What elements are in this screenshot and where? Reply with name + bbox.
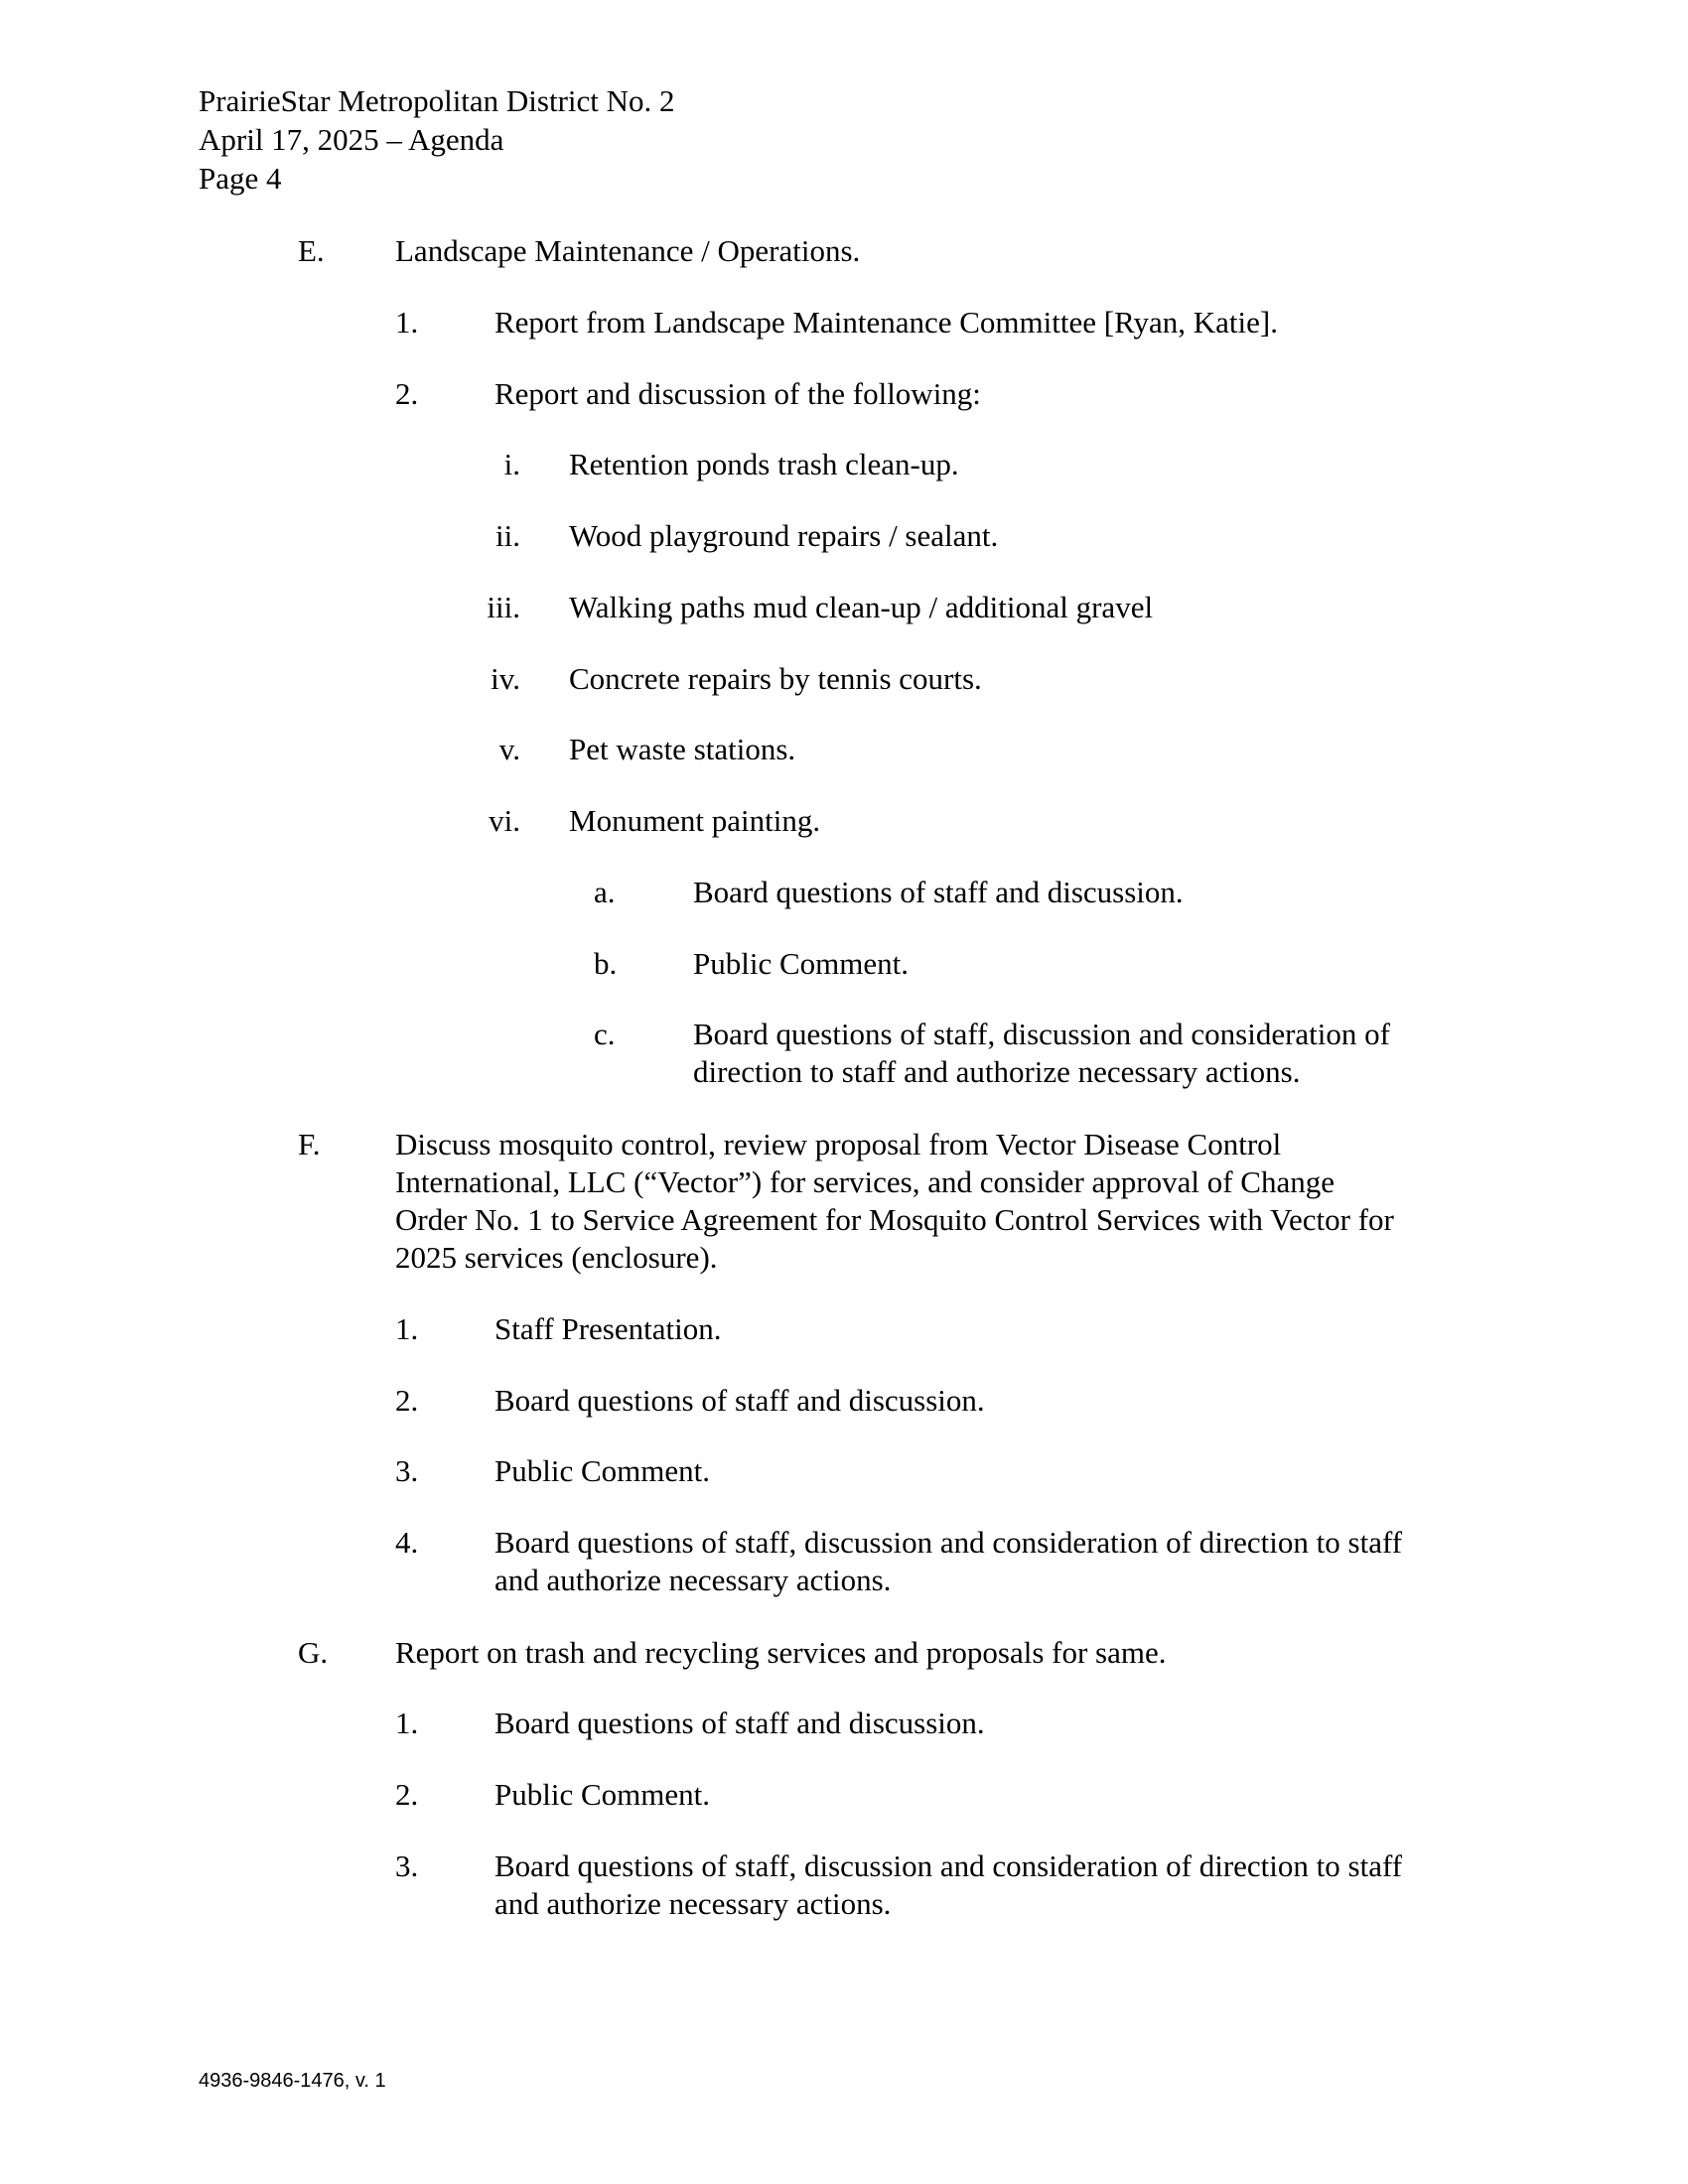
section-title-line: Order No. 1 to Service Agreement for Mosquito Control Services with Vector for: [395, 1202, 1394, 1237]
document-id-footer: 4936-9846-1476, v. 1: [199, 2070, 386, 2092]
list-item-line: Board questions of staff, discussion and consideration of direction to staff: [494, 1525, 1403, 1560]
item-label: 3.: [395, 1453, 419, 1488]
item-label: 1.: [395, 1706, 419, 1740]
district-name: PrairieStar Metropolitan District No. 2: [199, 83, 675, 118]
list-item: Board questions of staff and discussion.: [494, 1706, 985, 1740]
subitem-label: i.: [503, 447, 520, 481]
list-item: Staff Presentation.: [494, 1311, 722, 1346]
item-label: 2.: [395, 376, 419, 411]
list-item: Wood playground repairs / sealant.: [569, 518, 999, 553]
item-label: 2.: [395, 1383, 419, 1418]
list-item-line: Board questions of staff, discussion and consideration of: [693, 1017, 1390, 1051]
action-label: c.: [594, 1017, 616, 1051]
section-label: E.: [298, 233, 325, 268]
list-item-line: Board questions of staff, discussion and consideration of direction to staff: [494, 1848, 1403, 1883]
list-item: Walking paths mud clean-up / additional gravel: [569, 590, 1154, 624]
list-item: Board questions of staff and discussion.: [494, 1383, 985, 1418]
item-label: 1.: [395, 305, 419, 340]
action-label: a.: [594, 875, 616, 909]
section-title-line: International, LLC (“Vector”) for services, and consider approval of Change: [395, 1164, 1335, 1199]
subitem-label: iii.: [487, 590, 520, 624]
section-title-line: 2025 services (enclosure).: [395, 1240, 718, 1275]
subitem-label: iv.: [491, 661, 520, 696]
list-item: Public Comment.: [494, 1453, 710, 1488]
subitem-label: vi.: [489, 803, 520, 838]
list-item: Public Comment.: [494, 1777, 710, 1812]
item-label: 4.: [395, 1525, 419, 1560]
list-item-line: direction to staff and authorize necessary actions.: [693, 1054, 1301, 1089]
subitem-label: ii.: [495, 518, 520, 553]
list-item-line: and authorize necessary actions.: [494, 1563, 892, 1597]
list-item: Public Comment.: [693, 946, 909, 981]
list-item: Retention ponds trash clean-up.: [569, 447, 959, 481]
list-item: Board questions of staff and discussion.: [693, 875, 1184, 909]
section-title-line: Discuss mosquito control, review proposal from Vector Disease Control: [395, 1127, 1282, 1161]
list-item: Monument painting.: [569, 803, 821, 838]
section-label: G.: [298, 1635, 329, 1670]
section-title: Landscape Maintenance / Operations.: [395, 233, 861, 268]
list-item: Report from Landscape Maintenance Committee [Ryan, Katie].: [494, 305, 1278, 340]
subitem-label: v.: [498, 732, 520, 766]
item-label: 3.: [395, 1848, 419, 1883]
item-label: 1.: [395, 1311, 419, 1346]
list-item: Pet waste stations.: [569, 732, 796, 766]
page-header: [199, 81, 675, 198]
section-title: Report on trash and recycling services and proposals for same.: [395, 1635, 1167, 1670]
section-label: F.: [298, 1127, 321, 1161]
item-label: 2.: [395, 1777, 419, 1812]
list-item: Concrete repairs by tennis courts.: [569, 661, 982, 696]
list-item: Report and discussion of the following:: [494, 376, 981, 411]
list-item-line: and authorize necessary actions.: [494, 1886, 892, 1921]
action-label: b.: [594, 946, 618, 981]
page-number: Page 4: [199, 161, 282, 196]
meeting-date: April 17, 2025 – Agenda: [199, 122, 504, 157]
